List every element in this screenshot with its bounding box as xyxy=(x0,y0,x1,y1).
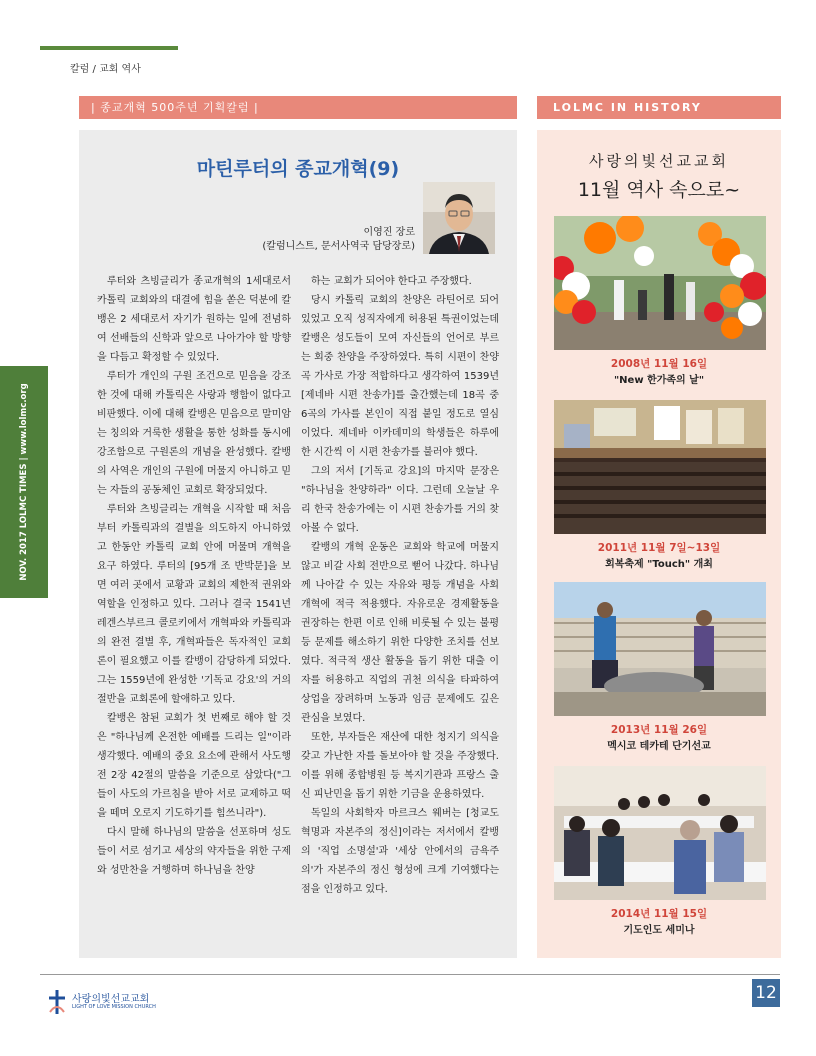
author-photo xyxy=(423,182,495,254)
church-logo xyxy=(46,990,176,1014)
history-desc: 회복축제 "Touch" 개최 xyxy=(605,559,713,570)
author-role: (칼럼니스트, 문서사역국 담당장로) xyxy=(262,241,415,252)
history-desc: 기도인도 세미나 xyxy=(623,925,695,936)
history-panel xyxy=(537,130,781,958)
history-photo-seminar xyxy=(554,766,766,900)
section-label: 칼럼 / 교회 역사 xyxy=(70,64,141,75)
history-banner-text: LOLMC IN HISTORY xyxy=(553,101,702,114)
paragraph: 하는 교회가 되어야 한다고 주장했다. xyxy=(311,276,472,287)
side-tab xyxy=(0,366,48,598)
paragraph: 루터와 츠빙글리가 종교개혁의 1세대로서 카톨릭 교회와의 대결에 힘을 쏟은 덕분에 칼뱅은 2 세대로서 자기가 원하는 일에 전념하여 선배들의 신학과 앞으로 나아가야 할 방향을 다듬고 확정할 수 있었다. xyxy=(97,276,291,363)
column-banner xyxy=(79,96,517,119)
footer-divider xyxy=(40,974,780,975)
paragraph: 당시 카톨릭 교회의 찬양은 라틴어로 되어 있었고 오직 성직자에게 허용된 특권이었는데 칼뱅은 성도들이 모여 자신들의 언어로 부르는 회중 찬양을 주장하였다. 특히 시편이 찬양곡 가사로 가장 적합하다고 생각하여 1539년 [제네바 시편 찬송가]를 출간했는데 18곡 중 6곡의 가사를 본인이 직접 붙일 정도로 열심이었다. 제네바 이카데미의 학생들은 하루에 한 시간씩 이 시편 찬송가를 불러야 했다. xyxy=(301,295,499,458)
article-column-left xyxy=(97,272,291,880)
logo-name: 사랑의빛선교교회 xyxy=(72,994,150,1005)
logo-subtitle: LIGHT OF LOVE MISSION CHURCH xyxy=(72,1004,156,1010)
column-banner-text: | 종교개혁 500주년 기획칼럼 | xyxy=(91,101,259,114)
history-desc: 멕시코 테카테 단기선교 xyxy=(607,741,711,752)
article-title: 마틴루터의 종교개혁(9) xyxy=(196,158,400,180)
history-desc: "New 한가족의 날" xyxy=(613,375,705,386)
paragraph: 독일의 사회학자 마르크스 웨버는 [청교도 혁명과 자본주의 정신]이라는 저서에서 칼뱅의 '직업 소명설'과 '세상 안에서의 금욕주의'가 자본주의 정신 형성에 크게 기여했다는 점을 인정하고 있다. xyxy=(301,808,499,895)
history-heading-title: 11월 역사 속으로~ xyxy=(577,179,741,201)
history-photo-balloons xyxy=(554,216,766,350)
history-heading xyxy=(537,150,781,202)
paragraph: 루터와 츠빙글리는 개혁을 시작할 때 처음부터 카톨릭과의 결별을 의도하지 아니하였고 한동안 카톨릭 교회 안에 머물며 개혁을 요구 하였다. 루터의 [95개 조 반박문]을 보면 여러 곳에서 교황과 교회의 제한적 권위와 역할을 인정하고 있다. 그러나 결국 1541년 레겐스부르크 콜로키에서 개혁파와 카톨릭과의 완전 결별 후, 개혁파들은 독자적인 교회론이 필요했고 이를 칼뱅이 감당하게 되었다. 그는 1559년에 완성한 '기독교 강요'의 거의 절반을 교회론에 할애하고 있다. xyxy=(97,504,291,705)
side-tab-text: NOV. 2017 LOLMC TIMES | www.lolmc.org xyxy=(19,383,29,581)
paragraph: 다시 말해 하나님의 말씀을 선포하며 성도들이 서로 섬기고 세상의 약자들을 위한 구제와 성만찬을 거행하며 하나님을 찬양 xyxy=(97,827,291,876)
history-date: 2008년 11월 16일 xyxy=(610,358,708,370)
history-photo-mission xyxy=(554,582,766,716)
paragraph: 루터가 개인의 구원 조건으로 믿음을 강조한 것에 대해 카톨릭은 사랑과 행함이 없다고 비판했다. 이에 대해 칼뱅은 믿음으로 말미암는 칭의와 거룩한 생활을 통한 성화를 동시에 강조함으로 구원론의 개념을 완성했다. 칼뱅의 사역은 개인의 구원에 머물지 아니하고 믿는 자들의 공동체인 교회로 확장되었다. xyxy=(97,371,291,496)
article xyxy=(79,130,517,958)
paragraph: 그의 저서 [기독교 강요]의 마지막 문장은 "하나님을 찬양하라" 이다. 그런데 오늘날 우리 한국 찬송가에는 이 시편 찬송가를 거의 찾아볼 수 없다. xyxy=(301,466,499,534)
top-accent-bar xyxy=(40,46,178,50)
church-logo-icon xyxy=(46,990,68,1014)
history-banner xyxy=(537,96,781,119)
history-photo-worship xyxy=(554,400,766,534)
article-column-right xyxy=(301,272,499,899)
author-byline xyxy=(262,226,415,254)
history-date: 2013년 11월 26일 xyxy=(610,724,708,736)
paragraph: 또한, 부자들은 재산에 대한 청지기 의식을 갖고 가난한 자를 돌보아야 할 것을 주장했다. 이를 위해 종합병원 등 복지기관과 프랑스 출신 피난민을 돕기 위한 기금을 운용하였다. xyxy=(301,732,499,800)
history-date: 2014년 11월 15일 xyxy=(610,908,708,920)
history-heading-church: 사랑의빛선교교회 xyxy=(589,152,729,170)
author-name: 이영진 장로 xyxy=(363,227,415,238)
page-number: 12 xyxy=(752,979,780,1007)
paragraph: 칼뱅은 참된 교회가 첫 번째로 해야 할 것은 "하나님께 온전한 예배를 드리는 일"이라 생각했다. 예배의 중요 요소에 관해서 사도행전 2장 42절의 말씀을 기준으로 삼았다("그들이 사도의 가르침을 받아 서로 교제하고 떡을 떼며 오로지 기도하기를 힘쓰니라"). xyxy=(97,713,291,819)
history-date: 2011년 11월 7일~13일 xyxy=(597,542,721,554)
paragraph: 칼뱅의 개혁 운동은 교회와 학교에 머물지 않고 비갈 사회 전반으로 뻗어 나갔다. 하나님께 나아갈 수 있는 자유와 평등 개념을 사회 개혁에 적극 적용했다. 자유로운 경제활동을 권장하는 한편 이로 인해 비롯될 수 있는 불평등 문제를 해소하기 위한 다양한 조치를 선보였다. 적극적 생산 활동을 돕기 위한 대출 이자를 허용하고 직업의 귀천 의식을 타파하여 상업을 장려하며 노동과 임금 문제에도 깊은 관심을 보였다. xyxy=(301,542,499,724)
